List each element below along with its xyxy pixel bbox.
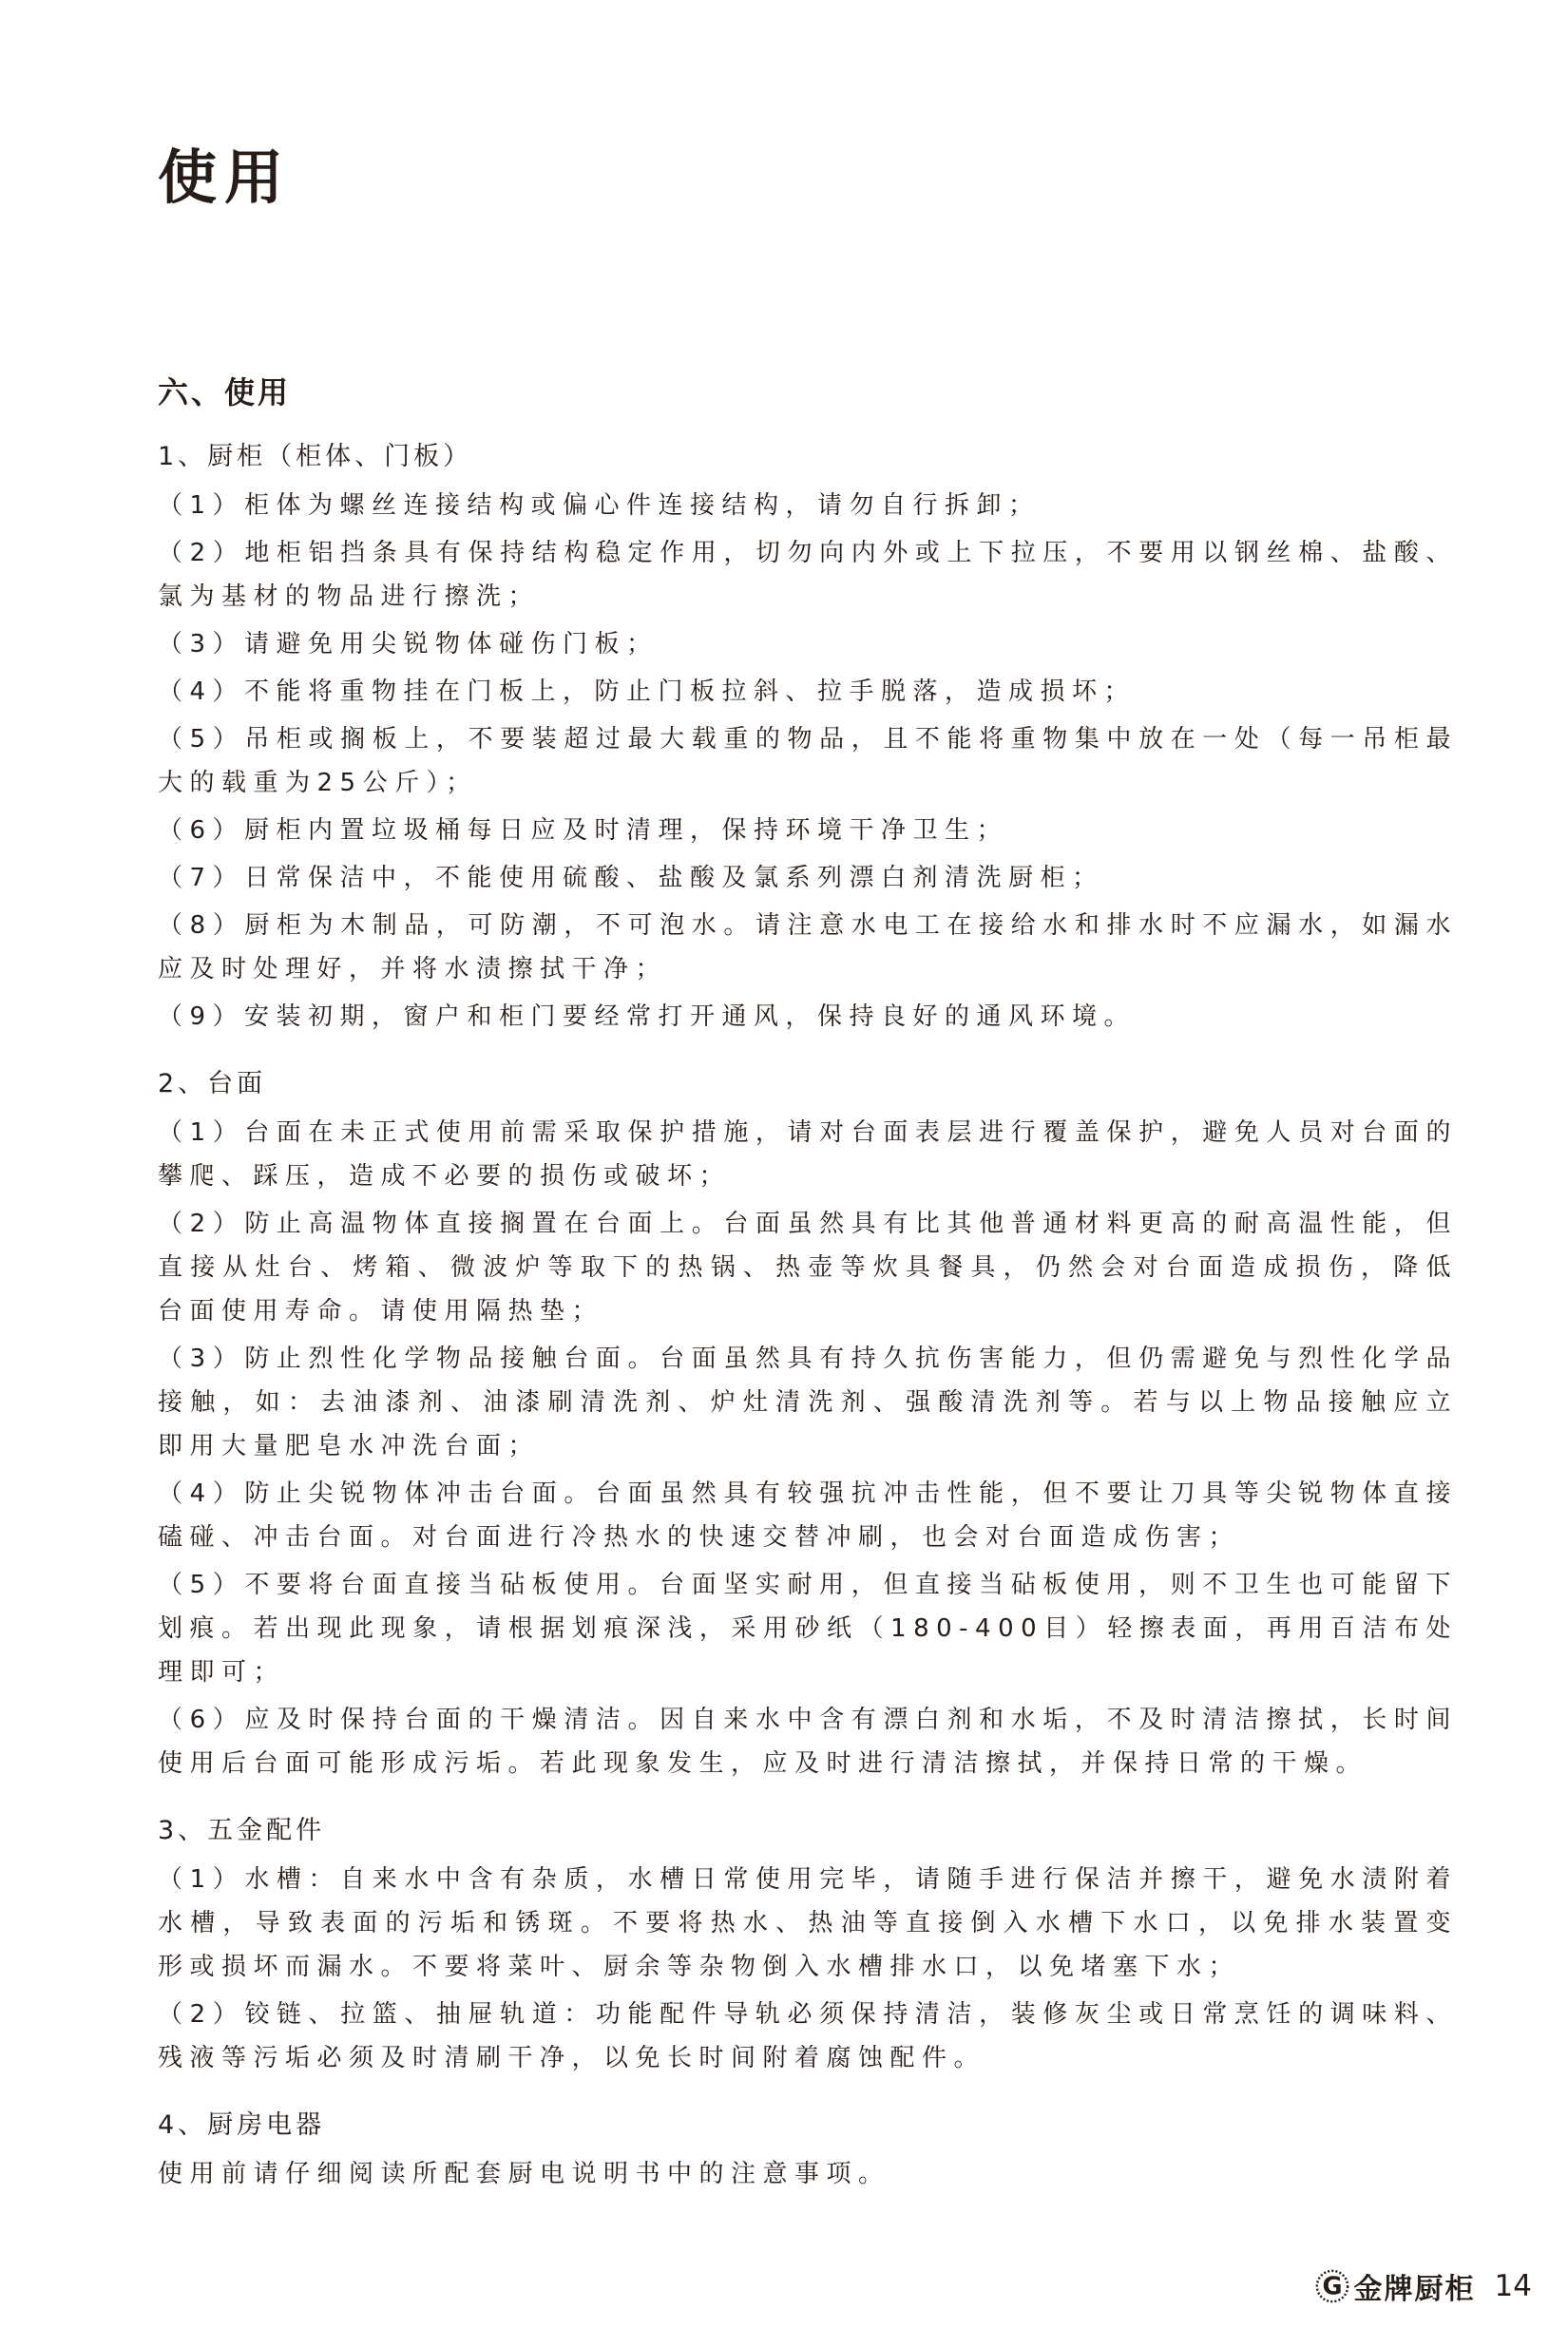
usage-item: （5）不要将台面直接当砧板使用。台面坚实耐用，但直接当砧板使用，则不卫生也可能留下划痕。若出现此现象，请根据划痕深浅，采用砂纸（180-400目）轻擦表面，再用百洁布处理即可；	[158, 1571, 1458, 1687]
group-heading-appliances: 4、厨房电器	[158, 2110, 326, 2140]
section-heading: 六、使用	[158, 374, 292, 410]
usage-item: （4）不能将重物挂在门板上，防止门板拉斜、拉手脱落，造成损坏；	[158, 677, 1137, 706]
usage-item: （8）厨柜为木制品，可防潮，不可泡水。请注意水电工在接给水和排水时不应漏水，如漏水应及时处理好，并将水渍擦拭干净；	[158, 911, 1458, 983]
usage-item: （1）水槽：自来水中含有杂质，水槽日常使用完毕，请随手进行保洁并擦干，避免水渍附着水槽，导致表面的污垢和锈斑。不要将热水、热油等直接倒入水槽下水口，以免排水装置变形或损坏而漏水。不要将菜叶、厨余等杂物倒入水槽排水口，以免堵塞下水；	[158, 1865, 1458, 1981]
usage-item: （6）应及时保持台面的干燥清洁。因自来水中含有漂白剂和水垢，不及时清洁擦拭，长时间使用后台面可能形成污垢。若此现象发生，应及时进行清洁擦拭，并保持日常的干燥。	[158, 1706, 1458, 1778]
usage-item: （3）防止烈性化学物品接触台面。台面虽然具有持久抗伤害能力，但仍需避免与烈性化学品接触，如：去油漆剂、油漆刷清洗剂、炉灶清洗剂、强酸清洗剂等。若与以上物品接触应立即用大量肥皂水冲洗台面；	[158, 1345, 1458, 1460]
usage-item: （9）安装初期，窗户和柜门要经常打开通风，保持良好的通风环境。	[158, 1002, 1137, 1031]
usage-item: （1）柜体为螺丝连接结构或偏心件连接结构，请勿自行拆卸；	[158, 491, 1041, 520]
usage-item: 使用前请仔细阅读所配套厨电说明书中的注意事项。	[158, 2160, 890, 2188]
usage-item: （1）台面在未正式使用前需采取保护措施，请对台面表层进行覆盖保护，避免人员对台面的攀爬、踩压，造成不必要的损伤或破坏；	[158, 1118, 1458, 1191]
usage-item: （4）防止尖锐物体冲击台面。台面虽然具有较强抗冲击性能，但不要让刀具等尖锐物体直接磕碰、冲击台面。对台面进行冷热水的快速交替冲刷，也会对台面造成伤害；	[158, 1479, 1458, 1552]
usage-item: （7）日常保洁中，不能使用硫酸、盐酸及氯系列漂白剂清洗厨柜；	[158, 864, 1104, 892]
usage-item: （2）铰链、拉篮、抽屉轨道：功能配件导轨必须保持清洁，装修灰尘或日常烹饪的调味料、残液等污垢必须及时清刷干净，以免长时间附着腐蚀配件。	[158, 2000, 1458, 2072]
brand-name: 金牌厨柜	[1353, 2273, 1476, 2306]
group-heading-cabinet: 1、厨柜（柜体、门板）	[158, 442, 473, 471]
page-footer	[1314, 2265, 1532, 2307]
page-number: 14	[1494, 2269, 1532, 2303]
usage-item: （6）厨柜内置垃圾桶每日应及时清理，保持环境干净卫生；	[158, 816, 1009, 845]
usage-item: （5）吊柜或搁板上，不要装超过最大载重的物品，且不能将重物集中放在一处（每一吊柜最大的载重为25公斤）；	[158, 725, 1458, 797]
brand-logo-icon	[1314, 2268, 1350, 2304]
svg-text:G: G	[1322, 2272, 1343, 2301]
usage-item: （2）防止高温物体直接搁置在台面上。台面虽然具有比其他普通材料更高的耐高温性能，但直接从灶台、烤箱、微波炉等取下的热锅、热壶等炊具餐具，仍然会对台面造成损伤，降低台面使用寿命。请使用隔热垫；	[158, 1210, 1458, 1326]
group-heading-countertop: 2、台面	[158, 1069, 267, 1098]
usage-item: （3）请避免用尖锐物体碰伤门板；	[158, 630, 659, 658]
usage-item: （2）地柜铝挡条具有保持结构稳定作用，切勿向内外或上下拉压，不要用以钢丝棉、盐酸、氯为基材的物品进行擦洗；	[158, 539, 1458, 611]
page-title: 使用	[158, 143, 292, 212]
group-heading-hardware: 3、五金配件	[158, 1816, 326, 1845]
